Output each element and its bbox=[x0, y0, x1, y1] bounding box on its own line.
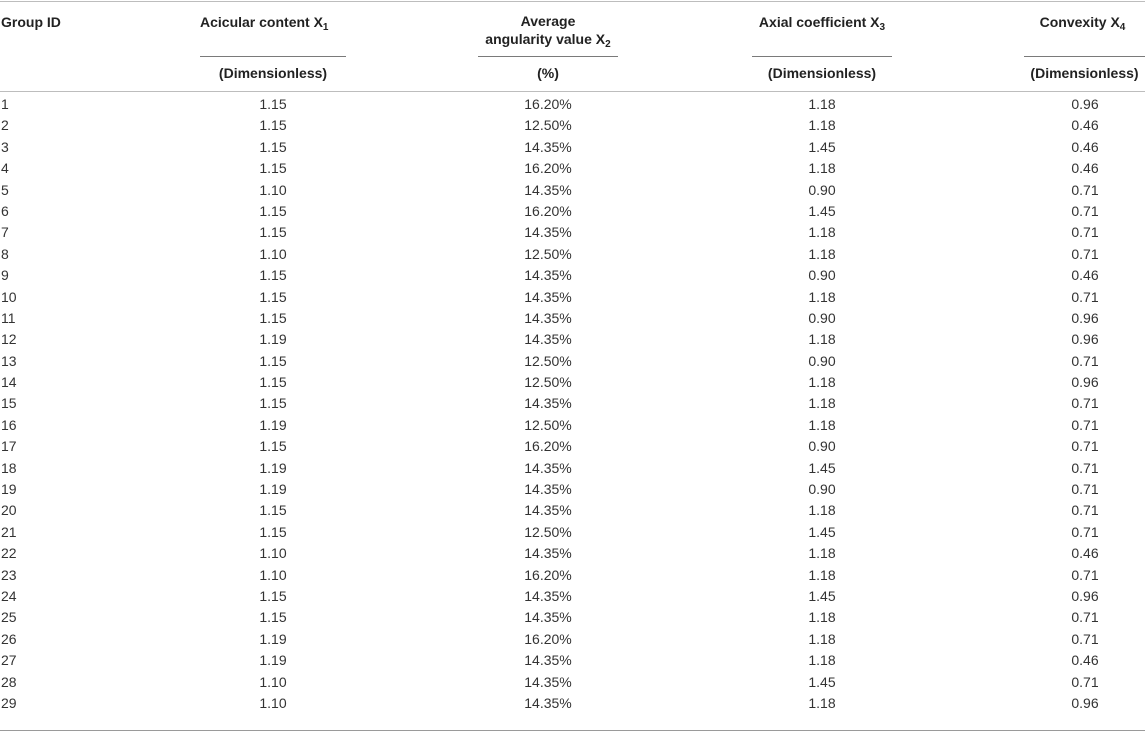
cell-group-id: 20 bbox=[1, 502, 17, 519]
cell-convexity: 0.71 bbox=[1071, 181, 1099, 198]
cell-convexity: 0.71 bbox=[1071, 566, 1099, 583]
cell-acicular-content: 1.15 bbox=[259, 288, 287, 305]
cell-convexity: 0.46 bbox=[1071, 117, 1099, 134]
header-group-id: Group ID bbox=[1, 14, 61, 30]
cell-convexity: 0.96 bbox=[1071, 694, 1099, 711]
cell-angularity-value: 12.50% bbox=[524, 374, 572, 391]
unit-x2: (%) bbox=[537, 65, 559, 81]
table-row bbox=[0, 201, 1145, 222]
cell-acicular-content: 1.15 bbox=[259, 202, 287, 219]
cell-convexity: 0.71 bbox=[1071, 288, 1099, 305]
cell-angularity-value: 14.35% bbox=[524, 673, 572, 690]
cell-acicular-content: 1.10 bbox=[259, 694, 287, 711]
cell-group-id: 17 bbox=[1, 438, 17, 455]
cell-convexity: 0.71 bbox=[1071, 202, 1099, 219]
header-bottom-rule bbox=[0, 91, 1145, 92]
cell-group-id: 2 bbox=[1, 117, 9, 134]
cell-group-id: 13 bbox=[1, 352, 17, 369]
table-row bbox=[0, 672, 1145, 693]
cell-group-id: 7 bbox=[1, 224, 9, 241]
table-row bbox=[0, 586, 1145, 607]
cell-acicular-content: 1.15 bbox=[259, 587, 287, 604]
cell-acicular-content: 1.15 bbox=[259, 395, 287, 412]
cell-axial-coefficient: 1.18 bbox=[808, 331, 836, 348]
table-row bbox=[0, 115, 1145, 136]
cell-convexity: 0.46 bbox=[1071, 545, 1099, 562]
cell-angularity-value: 12.50% bbox=[524, 352, 572, 369]
cell-acicular-content: 1.15 bbox=[259, 160, 287, 177]
cell-convexity: 0.71 bbox=[1071, 673, 1099, 690]
cell-angularity-value: 12.50% bbox=[524, 117, 572, 134]
table-row bbox=[0, 158, 1145, 179]
cell-angularity-value: 16.20% bbox=[524, 160, 572, 177]
table-row bbox=[0, 565, 1145, 586]
table-row bbox=[0, 415, 1145, 436]
cell-group-id: 5 bbox=[1, 181, 9, 198]
header-separator-x4 bbox=[1024, 56, 1145, 57]
table-row bbox=[0, 500, 1145, 521]
cell-axial-coefficient: 1.45 bbox=[808, 673, 836, 690]
table-row bbox=[0, 458, 1145, 479]
cell-angularity-value: 16.20% bbox=[524, 566, 572, 583]
table-row bbox=[0, 479, 1145, 500]
cell-acicular-content: 1.15 bbox=[259, 309, 287, 326]
cell-axial-coefficient: 1.18 bbox=[808, 652, 836, 669]
cell-convexity: 0.71 bbox=[1071, 395, 1099, 412]
cell-convexity: 0.46 bbox=[1071, 138, 1099, 155]
cell-axial-coefficient: 1.18 bbox=[808, 96, 836, 112]
cell-convexity: 0.46 bbox=[1071, 160, 1099, 177]
cell-angularity-value: 14.35% bbox=[524, 138, 572, 155]
cell-group-id: 10 bbox=[1, 288, 17, 305]
cell-convexity: 0.96 bbox=[1071, 587, 1099, 604]
cell-axial-coefficient: 0.90 bbox=[808, 181, 836, 198]
cell-acicular-content: 1.19 bbox=[259, 630, 287, 647]
cell-group-id: 1 bbox=[1, 96, 9, 112]
cell-convexity: 0.71 bbox=[1071, 352, 1099, 369]
cell-group-id: 6 bbox=[1, 202, 9, 219]
cell-acicular-content: 1.15 bbox=[259, 609, 287, 626]
cell-convexity: 0.71 bbox=[1071, 224, 1099, 241]
cell-acicular-content: 1.19 bbox=[259, 416, 287, 433]
cell-convexity: 0.71 bbox=[1071, 245, 1099, 262]
cell-angularity-value: 12.50% bbox=[524, 245, 572, 262]
cell-acicular-content: 1.15 bbox=[259, 96, 287, 112]
cell-axial-coefficient: 1.45 bbox=[808, 138, 836, 155]
table-row bbox=[0, 308, 1145, 329]
cell-axial-coefficient: 0.90 bbox=[808, 352, 836, 369]
cell-acicular-content: 1.15 bbox=[259, 523, 287, 540]
cell-acicular-content: 1.10 bbox=[259, 545, 287, 562]
header-angularity-value: angularity value $X_2$ bbox=[485, 31, 611, 50]
cell-convexity: 0.71 bbox=[1071, 609, 1099, 626]
cell-group-id: 26 bbox=[1, 630, 17, 647]
cell-group-id: 21 bbox=[1, 523, 17, 540]
cell-group-id: 9 bbox=[1, 267, 9, 284]
header-average-line1: Average bbox=[520, 13, 576, 29]
header-convexity: Convexity $X_4$ bbox=[1039, 14, 1126, 33]
table-row bbox=[0, 287, 1145, 308]
cell-axial-coefficient: 1.45 bbox=[808, 459, 836, 476]
header-axial-coefficient: Axial coefficient $X_3$ bbox=[758, 14, 886, 33]
cell-convexity: 0.71 bbox=[1071, 459, 1099, 476]
unit-x1: (Dimensionless) bbox=[218, 65, 328, 81]
unit-x4: (Dimensionless) bbox=[1030, 65, 1139, 81]
unit-x3: (Dimensionless) bbox=[767, 65, 877, 81]
cell-angularity-value: 14.35% bbox=[524, 609, 572, 626]
cell-axial-coefficient: 1.18 bbox=[808, 566, 836, 583]
table-row bbox=[0, 265, 1145, 286]
table-body bbox=[0, 94, 1145, 714]
table-row bbox=[0, 607, 1145, 628]
table-row bbox=[0, 244, 1145, 265]
cell-convexity: 0.96 bbox=[1071, 309, 1099, 326]
cell-acicular-content: 1.19 bbox=[259, 459, 287, 476]
table-row bbox=[0, 650, 1145, 671]
cell-group-id: 24 bbox=[1, 587, 17, 604]
cell-group-id: 29 bbox=[1, 694, 17, 711]
cell-acicular-content: 1.15 bbox=[259, 224, 287, 241]
cell-angularity-value: 16.20% bbox=[524, 438, 572, 455]
cell-acicular-content: 1.15 bbox=[259, 267, 287, 284]
cell-group-id: 3 bbox=[1, 138, 9, 155]
cell-acicular-content: 1.10 bbox=[259, 673, 287, 690]
table-row bbox=[0, 137, 1145, 158]
cell-group-id: 23 bbox=[1, 566, 17, 583]
bottom-rule bbox=[0, 730, 1145, 731]
cell-group-id: 14 bbox=[1, 374, 17, 391]
cell-axial-coefficient: 0.90 bbox=[808, 481, 836, 498]
table-row bbox=[0, 94, 1145, 115]
header-separator-x1 bbox=[200, 56, 346, 57]
cell-angularity-value: 14.35% bbox=[524, 545, 572, 562]
cell-angularity-value: 14.35% bbox=[524, 694, 572, 711]
cell-axial-coefficient: 1.18 bbox=[808, 160, 836, 177]
cell-angularity-value: 14.35% bbox=[524, 502, 572, 519]
cell-axial-coefficient: 1.18 bbox=[808, 224, 836, 241]
cell-group-id: 25 bbox=[1, 609, 17, 626]
top-rule bbox=[0, 1, 1145, 2]
table-row bbox=[0, 180, 1145, 201]
cell-group-id: 27 bbox=[1, 652, 17, 669]
cell-convexity: 0.96 bbox=[1071, 96, 1099, 112]
cell-angularity-value: 14.35% bbox=[524, 587, 572, 604]
cell-acicular-content: 1.15 bbox=[259, 502, 287, 519]
cell-convexity: 0.71 bbox=[1071, 630, 1099, 647]
cell-angularity-value: 14.35% bbox=[524, 395, 572, 412]
table-row bbox=[0, 222, 1145, 243]
cell-axial-coefficient: 1.18 bbox=[808, 630, 836, 647]
header-acicular-content: Acicular content $X_1$ bbox=[200, 14, 329, 33]
cell-group-id: 16 bbox=[1, 416, 17, 433]
cell-acicular-content: 1.10 bbox=[259, 245, 287, 262]
cell-convexity: 0.71 bbox=[1071, 523, 1099, 540]
cell-angularity-value: 16.20% bbox=[524, 96, 572, 112]
cell-axial-coefficient: 1.18 bbox=[808, 288, 836, 305]
cell-angularity-value: 14.35% bbox=[524, 181, 572, 198]
cell-axial-coefficient: 1.18 bbox=[808, 374, 836, 391]
cell-angularity-value: 14.35% bbox=[524, 331, 572, 348]
table-row bbox=[0, 543, 1145, 564]
cell-acicular-content: 1.19 bbox=[259, 652, 287, 669]
table-row bbox=[0, 351, 1145, 372]
cell-group-id: 8 bbox=[1, 245, 9, 262]
table-row bbox=[0, 372, 1145, 393]
cell-convexity: 0.71 bbox=[1071, 502, 1099, 519]
cell-group-id: 4 bbox=[1, 160, 9, 177]
table-row bbox=[0, 436, 1145, 457]
cell-angularity-value: 14.35% bbox=[524, 459, 572, 476]
cell-acicular-content: 1.15 bbox=[259, 374, 287, 391]
cell-group-id: 28 bbox=[1, 673, 17, 690]
cell-angularity-value: 14.35% bbox=[524, 224, 572, 241]
cell-axial-coefficient: 1.18 bbox=[808, 502, 836, 519]
cell-angularity-value: 14.35% bbox=[524, 481, 572, 498]
cell-angularity-value: 14.35% bbox=[524, 267, 572, 284]
cell-convexity: 0.96 bbox=[1071, 374, 1099, 391]
cell-axial-coefficient: 1.18 bbox=[808, 117, 836, 134]
cell-axial-coefficient: 1.18 bbox=[808, 545, 836, 562]
cell-axial-coefficient: 0.90 bbox=[808, 309, 836, 326]
cell-group-id: 11 bbox=[1, 309, 16, 326]
cell-axial-coefficient: 1.45 bbox=[808, 587, 836, 604]
cell-acicular-content: 1.19 bbox=[259, 331, 287, 348]
cell-axial-coefficient: 1.18 bbox=[808, 395, 836, 412]
header-separator-x2 bbox=[478, 56, 618, 57]
header-separator-x3 bbox=[752, 56, 892, 57]
cell-angularity-value: 14.35% bbox=[524, 309, 572, 326]
table-row bbox=[0, 522, 1145, 543]
cell-angularity-value: 14.35% bbox=[524, 652, 572, 669]
cell-axial-coefficient: 1.18 bbox=[808, 609, 836, 626]
table-row bbox=[0, 629, 1145, 650]
cell-convexity: 0.71 bbox=[1071, 438, 1099, 455]
cell-convexity: 0.46 bbox=[1071, 652, 1099, 669]
cell-acicular-content: 1.15 bbox=[259, 138, 287, 155]
cell-axial-coefficient: 1.45 bbox=[808, 523, 836, 540]
cell-acicular-content: 1.19 bbox=[259, 481, 287, 498]
cell-angularity-value: 16.20% bbox=[524, 630, 572, 647]
cell-group-id: 15 bbox=[1, 395, 17, 412]
cell-axial-coefficient: 1.18 bbox=[808, 245, 836, 262]
cell-acicular-content: 1.15 bbox=[259, 117, 287, 134]
cell-convexity: 0.71 bbox=[1071, 481, 1099, 498]
cell-acicular-content: 1.15 bbox=[259, 438, 287, 455]
cell-angularity-value: 14.35% bbox=[524, 288, 572, 305]
table-row bbox=[0, 329, 1145, 350]
cell-axial-coefficient: 1.45 bbox=[808, 202, 836, 219]
cell-group-id: 12 bbox=[1, 331, 17, 348]
cell-axial-coefficient: 1.18 bbox=[808, 694, 836, 711]
cell-acicular-content: 1.10 bbox=[259, 566, 287, 583]
table-row bbox=[0, 693, 1145, 714]
cell-group-id: 22 bbox=[1, 545, 17, 562]
cell-axial-coefficient: 0.90 bbox=[808, 438, 836, 455]
cell-angularity-value: 12.50% bbox=[524, 416, 572, 433]
cell-convexity: 0.71 bbox=[1071, 416, 1099, 433]
cell-acicular-content: 1.15 bbox=[259, 352, 287, 369]
cell-group-id: 18 bbox=[1, 459, 17, 476]
cell-axial-coefficient: 1.18 bbox=[808, 416, 836, 433]
cell-angularity-value: 16.20% bbox=[524, 202, 572, 219]
cell-group-id: 19 bbox=[1, 481, 17, 498]
cell-convexity: 0.96 bbox=[1071, 331, 1099, 348]
cell-angularity-value: 12.50% bbox=[524, 523, 572, 540]
table-row bbox=[0, 393, 1145, 414]
cell-acicular-content: 1.10 bbox=[259, 181, 287, 198]
cell-convexity: 0.46 bbox=[1071, 267, 1099, 284]
cell-axial-coefficient: 0.90 bbox=[808, 267, 836, 284]
